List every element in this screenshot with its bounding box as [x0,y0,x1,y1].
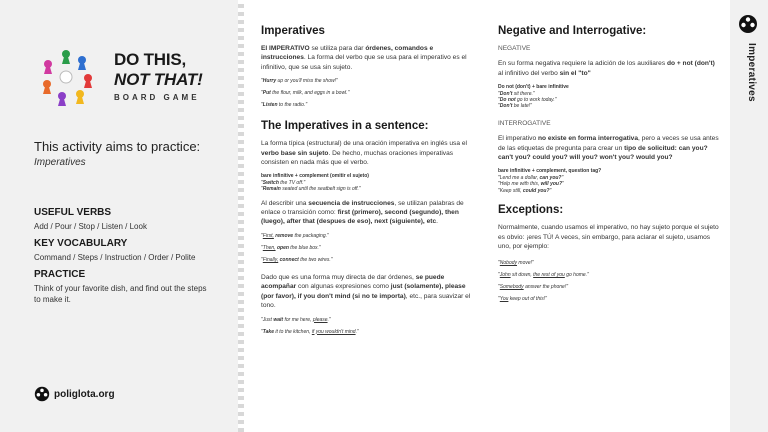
example-line: "Just wait for me here, please." [261,316,331,323]
section-title-exceptions: Exceptions: [498,204,564,217]
useful-verbs-text: Add / Pour / Stop / Listen / Look [34,222,147,231]
intro-paragraph: El IMPERATIVO se utiliza para dar órdenes, comandos e instrucciones. La forma del verbo que se usa para el imperativo es el infinitivo, que se usa sin sujeto. [261,45,467,71]
rule-block: Do not (don't) + bare infinitive "Don't sit there." "Do not go to work today." "Don't be late!" [498,84,569,110]
section-title-negative: Negative and Interrogative: [498,25,647,37]
example-line: "Finally, connect the two wires." [261,256,333,263]
practice-heading: PRACTICE [34,269,86,280]
section-title-imperatives: Imperatives [261,25,325,37]
example-line: "You keep out of this!" [498,296,547,303]
example-line: "Then, open the blue box." [261,244,321,251]
negative-interrogative-column [498,24,720,308]
site-text[interactable]: poliglota.org [54,388,115,400]
key-vocabulary-text: Command / Steps / Instruction / Order / Polite [34,253,196,262]
example-line: "Somebody answer the phone!" [498,284,568,291]
example-line: "Nobody move!" [498,260,534,267]
rule-block: bare infinitive + complement (omitir el sujeto) "Switch the TV off." "Remain seated until the seatbelt sign is off." [261,173,369,193]
brand-line2: NOT THAT! [114,70,203,89]
left-panel [0,0,240,432]
example-line: "John sit down, the rest of you go home." [498,272,589,279]
key-vocabulary-heading: KEY VOCABULARY [34,238,128,249]
example-line: "Listen to the radio." [261,102,308,109]
negative-label: NEGATIVE [498,45,531,52]
negative-paragraph: En su forma negativa requiere la adición de los auxiliares do + not (don't) al infinitivo del verbo sin el "to" [498,60,715,77]
practice-text: Think of your favorite dish, and find out the steps to make it. [34,284,207,304]
aims-heading: This activity aims to practice: [34,139,201,154]
exceptions-paragraph: Normalmente, cuando usamos el imperativo, no hay sujeto porque el sujeto es obvio: ¡eres TÚ! A veces, sin embargo, para aclarar el sujeto, usamos uno, por ejemplo: [498,224,719,250]
example-line: "Put the flour, milk, and eggs in a bowl." [261,90,350,97]
sentence-paragraph: La forma típica (estructural) de una oración imperativa en inglés usa el verbo base sin sujeto. De hecho, muchas oraciones imperativas consisten en nada más que el verbo. [261,140,467,167]
interrogative-paragraph: El imperativo no existe en forma interrogativa, pero a veces se usa antes de las etiquetas de pregunta para crear un tipo de solicitud: can you? can't you? could you? will you? won't you? would you? [498,135,719,162]
example-line: "Hurry up or you'll miss the show!" [261,78,338,85]
poliglota-logo-icon [738,14,758,34]
brand-title [114,50,203,90]
imperatives-column [261,24,473,341]
site-link[interactable] [34,386,115,402]
game-pieces-logo-icon [38,46,94,108]
example-line: "First, remove the packaging." [261,232,329,239]
perforated-edge [238,0,244,432]
rule-block: bare infinitive + complement, question tag? "Lend me a dollar, can you?" "Help me with this, will you?" "Keep still, could you?" [498,168,602,194]
sequence-paragraph: Al describir una secuencia de instrucciones, se utilizan palabras de enlace o transición como: first (primero), second (segundo), then (luego), after that (despues de eso), next (siguiente), etc. [261,199,464,226]
poliglota-logo-icon [34,386,50,402]
softening-paragraph: Dado que es una forma muy directa de dar órdenes, se puede acompañar con algunas expresiones como just (solamente), please (por favor), if you don't mind (si no te importa), etc., para suavizar el tono. [261,273,471,310]
useful-verbs-heading: USEFUL VERBS [34,207,112,218]
brand-subtitle: BOARD GAME [114,93,200,102]
brand-line1: DO THIS, [114,50,187,69]
aims-topic: Imperatives [34,157,86,168]
vertical-title: Imperatives [746,43,757,102]
interrogative-label: INTERROGATIVE [498,119,551,127]
example-line: "Take it to the kitchen, if you wouldn't mind." [261,328,359,335]
section-title-sentence: The Imperatives in a sentence: [261,120,429,133]
